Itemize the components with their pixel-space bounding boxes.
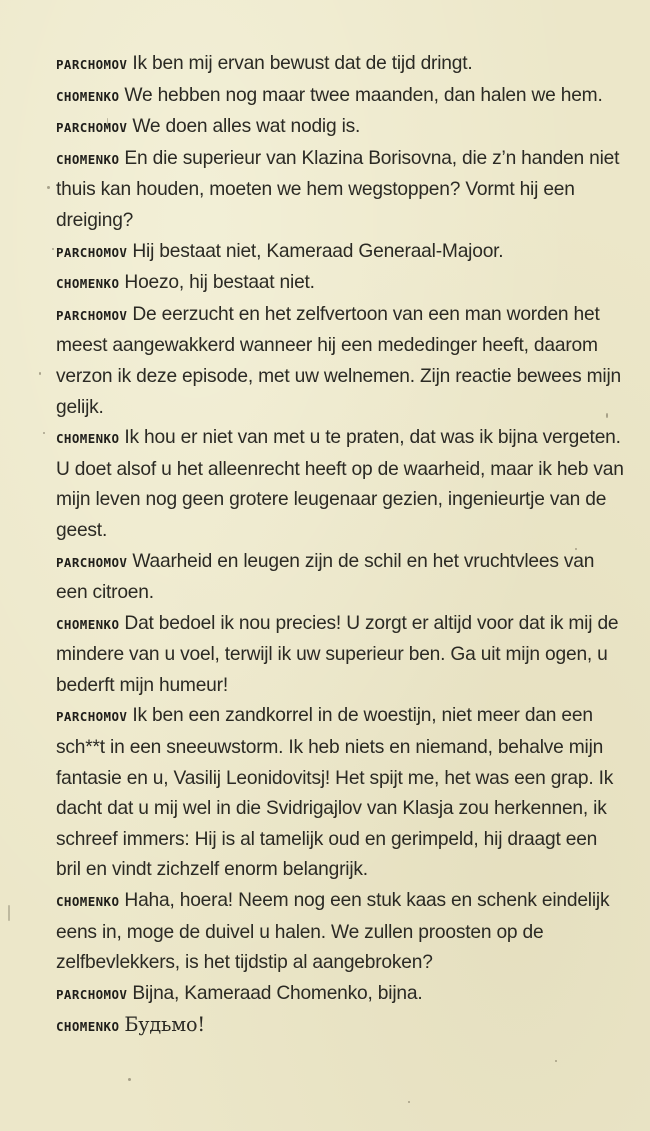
dialogue-line [56,1010,626,1043]
paper-speck [39,372,41,375]
line-text: We hebben nog maar twee maanden, dan halen we hem. [124,84,603,106]
line-text: En die superieur van Klazina Borisovna, die z’n handen niet thuis kan houden, moeten we hem wegstoppen? Vormt hij een dreiging? [56,147,620,231]
speaker-name: PARCHOMOV [56,120,128,136]
line-text: De eerzucht en het zelfvertoon van een man worden het meest aangewakkerd wanneer hij een mededinger heeft, daarom verzon ik deze episode, met uw welnemen. Zijn reactie bewees mijn gelijk. [56,303,622,418]
line-text: Будьмо! [124,1013,205,1037]
paper-speck [408,1101,410,1103]
speaker-name: PARCHOMOV [56,57,128,72]
dialogue-line [56,701,626,886]
speaker-name: CHOMENKO [56,431,120,447]
dialogue-line [56,886,626,979]
dialogue-line [56,237,626,269]
speaker-name: PARCHOMOV [56,709,128,725]
dialogue-line [56,144,626,237]
paper-speck [8,905,10,921]
speaker-name: CHOMENKO [56,1019,120,1035]
speaker-name: PARCHOMOV [56,554,128,570]
paper-speck [43,432,45,434]
dialogue-line [56,81,626,113]
line-text: Hij bestaat niet, Kameraad Generaal-Majoor. [132,240,504,262]
speaker-name: CHOMENKO [56,151,120,167]
line-text: Waarheid en leugen zijn de schil en het vruchtvlees van een citroen. [56,550,595,604]
dialogue-line [56,979,626,1011]
line-text: Hoezo, hij bestaat niet. [124,272,315,294]
dialogue-line [56,268,626,300]
speaker-name: PARCHOMOV [56,986,128,1002]
paper-speck [47,186,50,189]
line-text: Ik ben mij ervan bewust dat de tijd dringt. [132,53,473,74]
speaker-name: CHOMENKO [56,894,120,910]
line-text: Ik ben een zandkorrel in de woestijn, niet meer dan een sch**t in een sneeuwstorm. Ik heb niets en niemand, behalve mijn fantasie en u, Vasilij Leonidovitsj! Het spijt me, het was een grap. Ik dacht dat u mij wel in die Svidrigajlov van Klasja zou herkennen, ik schreef immers: Hij is al tamelijk oud en gerimpeld, hij draagt een bril en vindt zichzelf enorm belangrijk. [56,705,614,881]
paper-speck [128,1078,131,1081]
line-text: Haha, hoera! Neem nog een stuk kaas en schenk eindelijk eens in, moge de duivel u halen. We zullen proosten op de zelfbevlekkers, is het tijdstip al aangebroken? [56,890,610,974]
dialogue-text [56,49,626,1043]
line-text: Bijna, Kameraad Chomenko, bijna. [132,982,423,1004]
paper-speck [555,1060,557,1062]
dialogue-line [56,423,626,546]
dialogue-line [56,547,626,609]
speaker-name: CHOMENKO [56,616,120,632]
speaker-name: CHOMENKO [56,88,120,104]
line-text: Dat bedoel ik nou precies! U zorgt er altijd voor dat ik mij de mindere van u voel, terwijl ik uw superieur ben. Ga uit mijn ogen, u bederft mijn humeur! [56,612,619,696]
dialogue-line [56,300,626,423]
dialogue-line [56,112,626,144]
dialogue-line [56,609,626,702]
speaker-name: PARCHOMOV [56,307,128,323]
line-text: We doen alles wat nodig is. [132,116,361,138]
speaker-name: CHOMENKO [56,276,120,292]
dialogue-line [56,49,626,81]
paper-speck [52,248,54,250]
line-text: Ik hou er niet van met u te praten, dat was ik bijna vergeten. U doet alsof u het alleenrecht heeft op de waarheid, maar ik heb van mijn leven nog geen grotere leugenaar gezien, ingenieurtje van de geest. [56,427,624,541]
speaker-name: PARCHOMOV [56,244,128,260]
